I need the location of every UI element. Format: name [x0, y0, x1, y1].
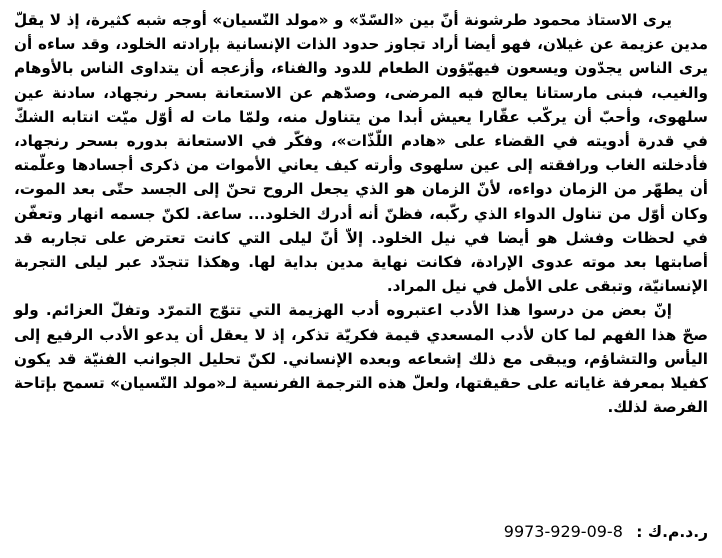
isbn-line: [504, 522, 708, 541]
isbn-number: 9973-929-09-8: [503, 522, 623, 541]
paragraph-1: يرى الاستاذ محمود طرشونة أنّ بين «السّدّ» و «مولد النّسيان» أوجه شبه كثيرة، إذ لا يقلّ مدين عزيمة عن غيلان، فهو أيضا أراد تجاوز حدود الذات الإنسانية بإرادته الخلود، وقد ساءه أن يرى الناس يجدّون ويسعون فيهيّؤون الطعام للدود والفناء، وأزعجه أن يتداوى الناس بالأوهام والغيب، فبنى مارستانا يعالج فيه المرضى، وصدّهم عن الاستعانة بسحر رنجهاد، سادنة عين سلهوى، وأحبّ أن يركّب عقّارا يعيش أبدا من يتناول منه، ولمّا مات له أوّل ميّت انتابه الشكّ في قدرة أدويته في القضاء على «هادم اللّذّات»، وفكّر في الاستعانة بدوره بسحر رنجهاد، فأدخلته الغاب ورافقته إلى عين سلهوى وأرته كيف يعاني الأموات من ذكرى أجسادها وعلّمته أن يطهّر من الزمان دواءه، لأنّ الزمان هو الذي يجعل الروح تحنّ إلى الجسد حتّى بعد الموت، وكان أوّل من تناول الدواء الذي ركّبه، فظنّ أنه أدرك الخلود... ساعة. لكنّ جسمه انهار وتعفّن في لحظات وفشل هو أيضا في نيل الخلود. إلاّ أنّ ليلى التي كانت تعترض على تجاربه قد أصابتها بعد موته عدوى الإرادة، فكانت نهاية مدين بداية لها. وهكذا تتجدّد عبر ليلى التجربة الإنسانيّة، وتبقى على الأمل في نيل المراد.: [14, 11, 708, 296]
document-body: [14, 8, 708, 419]
isbn-label: ر.د.م.ك :: [636, 523, 708, 541]
paragraph-2: إنّ بعض من درسوا هذا الأدب اعتبروه أدب الهزيمة التي تتوّج التمرّد وتفلّ العزائم. ولو صحّ هذا الفهم لما كان لأدب المسعدي قيمة فكريّة تذكر، إذ لا يعقل أن يدعو الأدب الرفيع إلى اليأس والتشاؤم، ويبقى مع ذلك إشعاعه وبعده الإنساني. لكنّ تحليل الجوانب الفنيّة قد يكون كفيلا بمعرفة غاياته على حقيقتها، ولعلّ هذه الترجمة الفرنسية لـ«مولد النّسيان» تسمح بإتاحة الفرصة لذلك.: [14, 301, 708, 417]
